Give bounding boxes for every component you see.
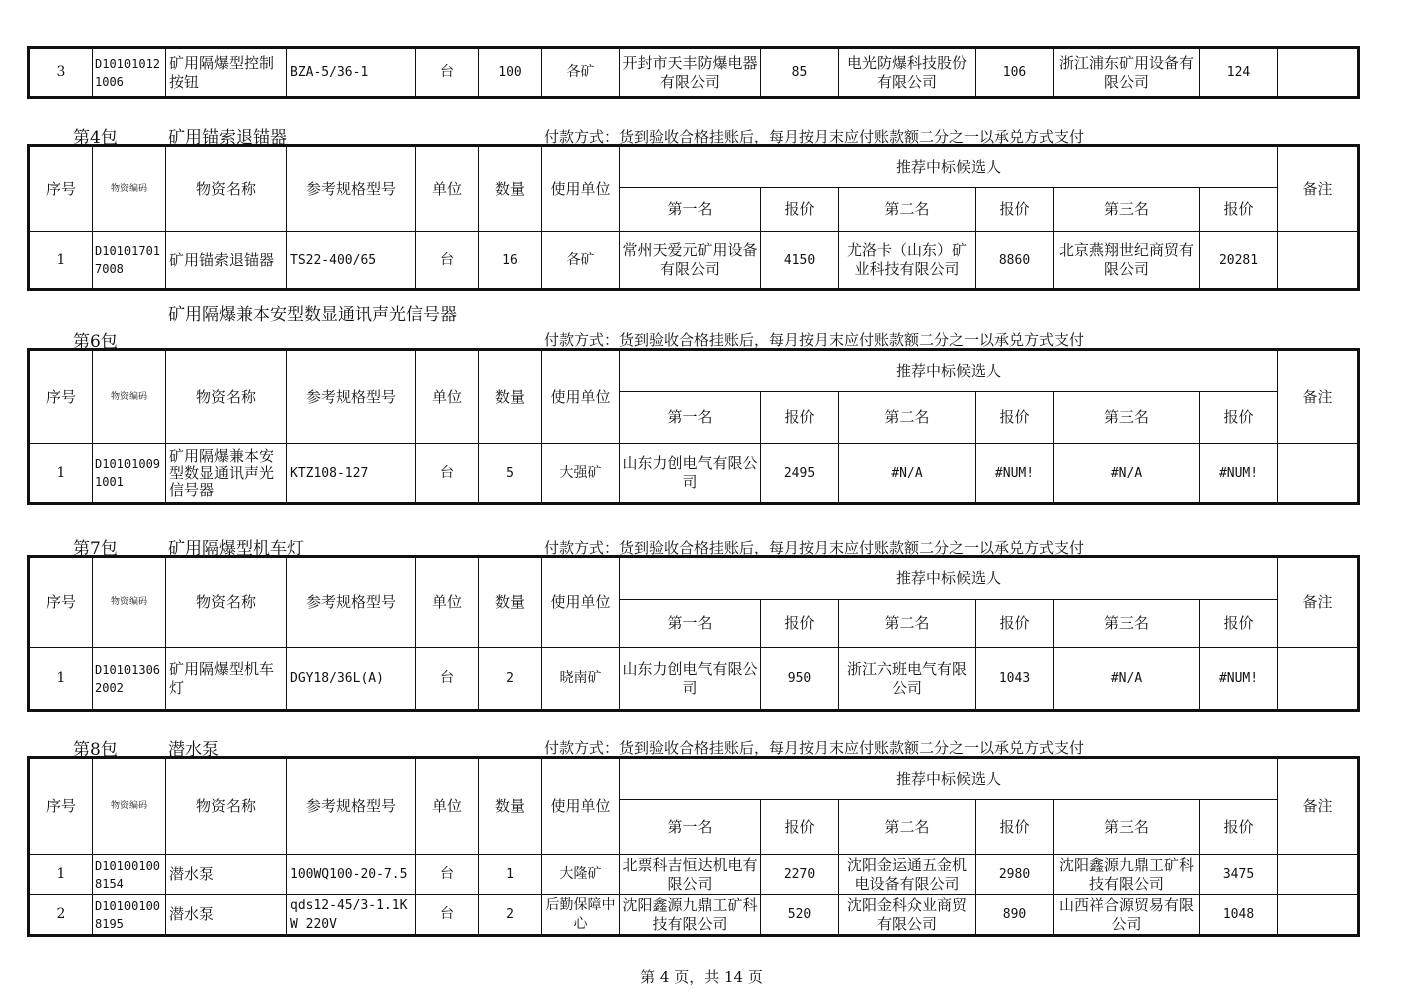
cell-qty: 1: [479, 855, 542, 895]
cell-third-price: #NUM!: [1200, 444, 1278, 503]
cell-unit: 台: [416, 895, 479, 935]
package-label: 第8包: [73, 740, 118, 760]
table-row: [30, 895, 1358, 935]
header-recommend: 推荐中标候选人: [620, 558, 1278, 600]
package-label: 第6包: [73, 332, 118, 352]
cell-user: 各矿: [542, 232, 620, 289]
cell-third-candidate: 浙江浦东矿用设备有限公司: [1054, 49, 1200, 97]
payment-terms: 付款方式：货到验收合格挂账后，每月按月末应付账款额二分之一以承兑方式支付: [544, 331, 1085, 349]
cell-name: 矿用隔爆兼本安型数显通讯声光信号器: [166, 444, 287, 503]
header-first: 第一名: [620, 392, 761, 444]
cell-third-candidate: 北京燕翔世纪商贸有限公司: [1054, 232, 1200, 289]
cell-qty: 100: [479, 49, 542, 97]
cell-name: 矿用隔爆型控制按钮: [166, 49, 287, 97]
table-row: [30, 648, 1358, 710]
header-seq: 序号: [30, 759, 93, 855]
cell-first-candidate: 山东力创电气有限公司: [620, 444, 761, 503]
table-row: [30, 232, 1358, 289]
cell-seq: 1: [30, 232, 93, 289]
header-third: 第三名: [1054, 600, 1200, 648]
cell-third-candidate: 山西祥合源贸易有限公司: [1054, 895, 1200, 935]
header-unit: 单位: [416, 351, 479, 444]
cell-note: [1278, 648, 1358, 710]
cell-second-candidate: 沈阳金科众业商贸有限公司: [839, 895, 976, 935]
package-table: [29, 758, 1358, 935]
header-name: 物资名称: [166, 558, 287, 648]
package-title: 潜水泵: [168, 740, 219, 760]
cell-first-price: 2270: [761, 855, 839, 895]
header-first: 第一名: [620, 188, 761, 232]
cell-name: 矿用隔爆型机车灯: [166, 648, 287, 710]
cell-code: D101013062002: [93, 648, 166, 710]
header-third: 第三名: [1054, 188, 1200, 232]
header-unit: 单位: [416, 759, 479, 855]
header-qty: 数量: [479, 759, 542, 855]
header-qty: 数量: [479, 558, 542, 648]
cell-user: 各矿: [542, 49, 620, 97]
package-title: 矿用隔爆型机车灯: [168, 539, 304, 559]
payment-terms: 付款方式：货到验收合格挂账后，每月按月末应付账款额二分之一以承兑方式支付: [544, 539, 1085, 557]
package-title: 矿用锚索退锚器: [168, 128, 287, 148]
cell-spec: TS22-400/65: [287, 232, 416, 289]
cell-second-candidate: 沈阳金运通五金机电设备有限公司: [839, 855, 976, 895]
header-price: 报价: [761, 600, 839, 648]
cell-note: [1278, 49, 1358, 97]
header-price: 报价: [976, 600, 1054, 648]
cell-third-price: 3475: [1200, 855, 1278, 895]
cell-spec: BZA-5/36-1: [287, 49, 416, 97]
header-name: 物资名称: [166, 351, 287, 444]
cell-user: 晓南矿: [542, 648, 620, 710]
header-third: 第三名: [1054, 392, 1200, 444]
header-note: 备注: [1278, 759, 1358, 855]
header-second: 第二名: [839, 600, 976, 648]
cell-name: 潜水泵: [166, 895, 287, 935]
header-price: 报价: [761, 800, 839, 855]
header-first: 第一名: [620, 800, 761, 855]
header-row: [30, 147, 1358, 188]
header-user: 使用单位: [542, 147, 620, 232]
header-price: 报价: [1200, 600, 1278, 648]
cell-first-candidate: 北票科吉恒达机电有限公司: [620, 855, 761, 895]
cell-seq: 1: [30, 648, 93, 710]
header-row: [30, 558, 1358, 600]
header-recommend: 推荐中标候选人: [620, 351, 1278, 392]
header-row: [30, 759, 1358, 800]
cell-user: 大隆矿: [542, 855, 620, 895]
page-footer: 第 4 页，共 14 页: [640, 968, 763, 986]
cell-first-price: 950: [761, 648, 839, 710]
cell-note: [1278, 444, 1358, 503]
cell-second-price: 8860: [976, 232, 1054, 289]
package-table: [29, 146, 1358, 289]
table-row: [30, 49, 1358, 97]
header-third: 第三名: [1054, 800, 1200, 855]
cell-code: D101010121006: [93, 49, 166, 97]
payment-terms: 付款方式：货到验收合格挂账后，每月按月末应付账款额二分之一以承兑方式支付: [544, 128, 1085, 146]
cell-unit: 台: [416, 855, 479, 895]
cell-unit: 台: [416, 49, 479, 97]
header-price: 报价: [1200, 800, 1278, 855]
header-name: 物资名称: [166, 147, 287, 232]
cell-unit: 台: [416, 444, 479, 503]
cell-third-price: #NUM!: [1200, 648, 1278, 710]
cell-seq: 1: [30, 855, 93, 895]
payment-terms: 付款方式：货到验收合格挂账后，每月按月末应付账款额二分之一以承兑方式支付: [544, 739, 1085, 757]
header-code: 物资编码: [93, 558, 166, 648]
header-user: 使用单位: [542, 759, 620, 855]
package-label: 第7包: [73, 539, 118, 559]
cell-qty: 16: [479, 232, 542, 289]
cell-seq: 2: [30, 895, 93, 935]
header-price: 报价: [1200, 188, 1278, 232]
table-row: [30, 444, 1358, 503]
cell-third-price: 20281: [1200, 232, 1278, 289]
package-label: 第4包: [73, 128, 118, 148]
cell-first-candidate: 沈阳鑫源九鼎工矿科技有限公司: [620, 895, 761, 935]
header-row: [30, 351, 1358, 392]
cell-note: [1278, 855, 1358, 895]
header-spec: 参考规格型号: [287, 759, 416, 855]
header-recommend: 推荐中标候选人: [620, 759, 1278, 800]
header-unit: 单位: [416, 558, 479, 648]
header-seq: 序号: [30, 558, 93, 648]
header-user: 使用单位: [542, 351, 620, 444]
header-seq: 序号: [30, 147, 93, 232]
header-user: 使用单位: [542, 558, 620, 648]
header-qty: 数量: [479, 351, 542, 444]
header-price: 报价: [976, 800, 1054, 855]
cell-first-price: 4150: [761, 232, 839, 289]
cell-spec: qds12-45/3-1.1KW 220V: [287, 895, 416, 935]
header-price: 报价: [761, 188, 839, 232]
cell-spec: 100WQ100-20-7.5: [287, 855, 416, 895]
cell-second-price: 1043: [976, 648, 1054, 710]
header-qty: 数量: [479, 147, 542, 232]
cell-unit: 台: [416, 648, 479, 710]
cell-second-price: 106: [976, 49, 1054, 97]
package-table: [29, 557, 1358, 710]
cell-third-candidate: #N/A: [1054, 648, 1200, 710]
header-price: 报价: [1200, 392, 1278, 444]
header-second: 第二名: [839, 392, 976, 444]
cell-spec: DGY18/36L(A): [287, 648, 416, 710]
cell-code: D101010091001: [93, 444, 166, 503]
cell-qty: 2: [479, 895, 542, 935]
cell-second-price: #NUM!: [976, 444, 1054, 503]
header-seq: 序号: [30, 351, 93, 444]
header-code: 物资编码: [93, 759, 166, 855]
cell-first-price: 2495: [761, 444, 839, 503]
cell-first-price: 520: [761, 895, 839, 935]
cell-code: D101001008195: [93, 895, 166, 935]
cell-code: D101017017008: [93, 232, 166, 289]
package-title: 矿用隔爆兼本安型数显通讯声光信号器: [168, 305, 457, 325]
cell-user: 后勤保障中心: [542, 895, 620, 935]
header-price: 报价: [976, 392, 1054, 444]
cell-qty: 2: [479, 648, 542, 710]
header-first: 第一名: [620, 600, 761, 648]
cell-name: 潜水泵: [166, 855, 287, 895]
cell-second-candidate: 浙江六班电气有限公司: [839, 648, 976, 710]
cell-qty: 5: [479, 444, 542, 503]
top-partial-table: [29, 48, 1358, 97]
cell-seq: 3: [30, 49, 93, 97]
cell-second-candidate: #N/A: [839, 444, 976, 503]
table-row: [30, 855, 1358, 895]
cell-unit: 台: [416, 232, 479, 289]
cell-spec: KTZ108-127: [287, 444, 416, 503]
cell-third-price: 1048: [1200, 895, 1278, 935]
header-note: 备注: [1278, 558, 1358, 648]
header-spec: 参考规格型号: [287, 351, 416, 444]
cell-first-candidate: 山东力创电气有限公司: [620, 648, 761, 710]
cell-second-candidate: 尤洛卡（山东）矿业科技有限公司: [839, 232, 976, 289]
cell-name: 矿用锚索退锚器: [166, 232, 287, 289]
package-table: [29, 350, 1358, 503]
cell-second-price: 2980: [976, 855, 1054, 895]
header-second: 第二名: [839, 188, 976, 232]
header-price: 报价: [761, 392, 839, 444]
header-note: 备注: [1278, 147, 1358, 232]
cell-second-price: 890: [976, 895, 1054, 935]
header-code: 物资编码: [93, 351, 166, 444]
cell-first-candidate: 开封市天丰防爆电器有限公司: [620, 49, 761, 97]
header-note: 备注: [1278, 351, 1358, 444]
cell-third-price: 124: [1200, 49, 1278, 97]
cell-seq: 1: [30, 444, 93, 503]
header-spec: 参考规格型号: [287, 147, 416, 232]
header-second: 第二名: [839, 800, 976, 855]
header-recommend: 推荐中标候选人: [620, 147, 1278, 188]
cell-code: D101001008154: [93, 855, 166, 895]
cell-third-candidate: 沈阳鑫源九鼎工矿科技有限公司: [1054, 855, 1200, 895]
cell-note: [1278, 232, 1358, 289]
cell-second-candidate: 电光防爆科技股份有限公司: [839, 49, 976, 97]
cell-user: 大强矿: [542, 444, 620, 503]
cell-note: [1278, 895, 1358, 935]
cell-third-candidate: #N/A: [1054, 444, 1200, 503]
header-spec: 参考规格型号: [287, 558, 416, 648]
cell-first-candidate: 常州天爱元矿用设备有限公司: [620, 232, 761, 289]
header-code: 物资编码: [93, 147, 166, 232]
cell-first-price: 85: [761, 49, 839, 97]
header-name: 物资名称: [166, 759, 287, 855]
header-unit: 单位: [416, 147, 479, 232]
header-price: 报价: [976, 188, 1054, 232]
